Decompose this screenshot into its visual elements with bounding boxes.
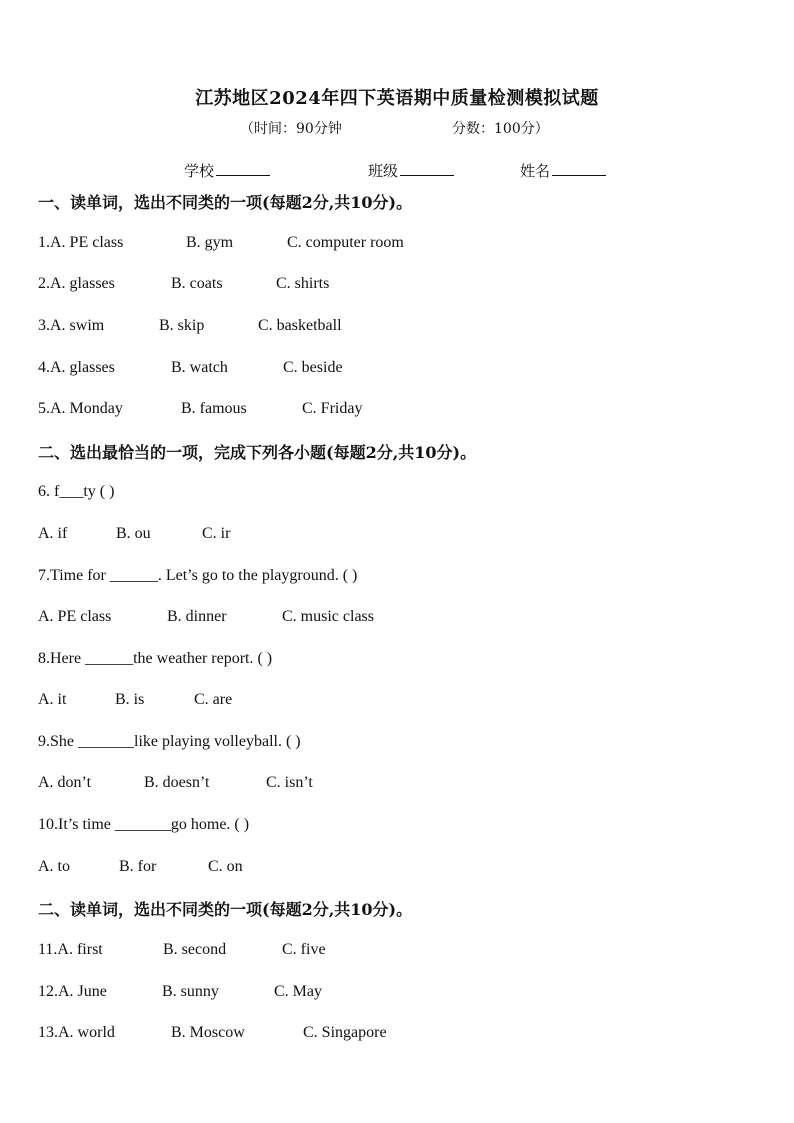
option-a: A. glasses xyxy=(50,275,115,292)
option-b: B. gym xyxy=(186,234,234,251)
name-field xyxy=(520,159,606,181)
question-number: 1. xyxy=(38,234,50,251)
student-info xyxy=(0,159,794,181)
name-blank[interactable] xyxy=(552,159,606,176)
option-c: C. Singapore xyxy=(303,1024,387,1041)
question-row xyxy=(38,858,243,876)
question-row xyxy=(38,400,363,418)
question-row xyxy=(38,691,233,709)
school-field xyxy=(184,159,270,181)
option-b: B. ou xyxy=(116,525,151,542)
question-row xyxy=(38,525,231,543)
option-a: A. PE class xyxy=(50,234,124,251)
option-a: A. world xyxy=(58,1024,115,1041)
option-a: A. swim xyxy=(50,317,105,334)
option-b: B. dinner xyxy=(167,608,227,625)
option-b: B. famous xyxy=(181,400,247,417)
option-c: C. music class xyxy=(282,608,374,625)
option-b: B. watch xyxy=(171,359,228,376)
option-a: A. June xyxy=(58,983,107,1000)
question-row xyxy=(38,774,313,792)
option-b: B. skip xyxy=(159,317,205,334)
question-number: 5. xyxy=(38,400,50,417)
option-c: C. isn’t xyxy=(266,774,313,791)
question-row xyxy=(38,317,342,335)
question-number: 12. xyxy=(38,983,58,1000)
option-a: A. to xyxy=(38,858,70,875)
question-row xyxy=(38,234,404,252)
option-b: B. for xyxy=(119,858,157,875)
class-field xyxy=(368,159,454,181)
section-heading: 二、选出最恰当的一项，完成下列各小题(每题2分,共10分)。 xyxy=(38,443,477,462)
question-stem: 7.Time for ______. Let’s go to the playground. ( ) xyxy=(38,567,358,584)
question-number: 4. xyxy=(38,359,50,376)
option-b: B. Moscow xyxy=(171,1024,245,1041)
question-stem: 6. f___ty ( ) xyxy=(38,483,115,500)
school-blank[interactable] xyxy=(216,159,270,176)
option-c: C. ir xyxy=(202,525,231,542)
option-c: C. May xyxy=(274,983,322,1000)
question-stem: 10.It’s time _______go home. ( ) xyxy=(38,816,250,833)
question-number: 11. xyxy=(38,941,58,958)
option-b: B. is xyxy=(115,691,145,708)
question-row xyxy=(38,983,322,1001)
option-c: C. are xyxy=(194,691,233,708)
name-label: 姓名 xyxy=(520,162,551,180)
option-a: A. don’t xyxy=(38,774,92,791)
option-a: A. glasses xyxy=(50,359,115,376)
option-a: A. it xyxy=(38,691,67,708)
section-heading: 一、读单词，选出不同类的一项(每题2分,共10分)。 xyxy=(38,193,413,212)
question-row xyxy=(38,941,326,959)
option-c: C. basketball xyxy=(258,317,342,334)
exam-meta xyxy=(0,118,794,138)
option-c: C. Friday xyxy=(302,400,363,417)
question-row xyxy=(38,608,374,626)
question-number: 3. xyxy=(38,317,50,334)
option-a: A. PE class xyxy=(38,608,112,625)
option-c: C. computer room xyxy=(287,234,404,251)
option-c: C. shirts xyxy=(276,275,330,292)
option-a: A. first xyxy=(57,941,103,958)
section-heading: 二、读单词，选出不同类的一项(每题2分,共10分)。 xyxy=(38,900,413,919)
question-row xyxy=(38,1024,387,1042)
question-stem: 9.She _______like playing volleyball. ( ) xyxy=(38,733,301,750)
question-row xyxy=(38,359,343,377)
option-c: C. beside xyxy=(283,359,343,376)
option-b: B. doesn’t xyxy=(144,774,210,791)
option-a: A. if xyxy=(38,525,68,542)
question-stem: 8.Here ______the weather report. ( ) xyxy=(38,650,273,667)
option-b: B. second xyxy=(163,941,227,958)
option-a: A. Monday xyxy=(50,400,123,417)
exam-time: （时间：90分钟 xyxy=(240,121,342,137)
question-number: 2. xyxy=(38,275,50,292)
class-label: 班级 xyxy=(368,162,399,180)
exam-score: 分数：100分） xyxy=(452,121,549,137)
class-blank[interactable] xyxy=(400,159,454,176)
option-c: C. on xyxy=(208,858,243,875)
school-label: 学校 xyxy=(184,162,215,180)
option-c: C. five xyxy=(282,941,326,958)
question-number: 13. xyxy=(38,1024,58,1041)
question-row xyxy=(38,275,330,293)
option-b: B. sunny xyxy=(162,983,219,1000)
option-b: B. coats xyxy=(171,275,223,292)
page-title: 江苏地区2024年四下英语期中质量检测模拟试题 xyxy=(195,88,599,109)
